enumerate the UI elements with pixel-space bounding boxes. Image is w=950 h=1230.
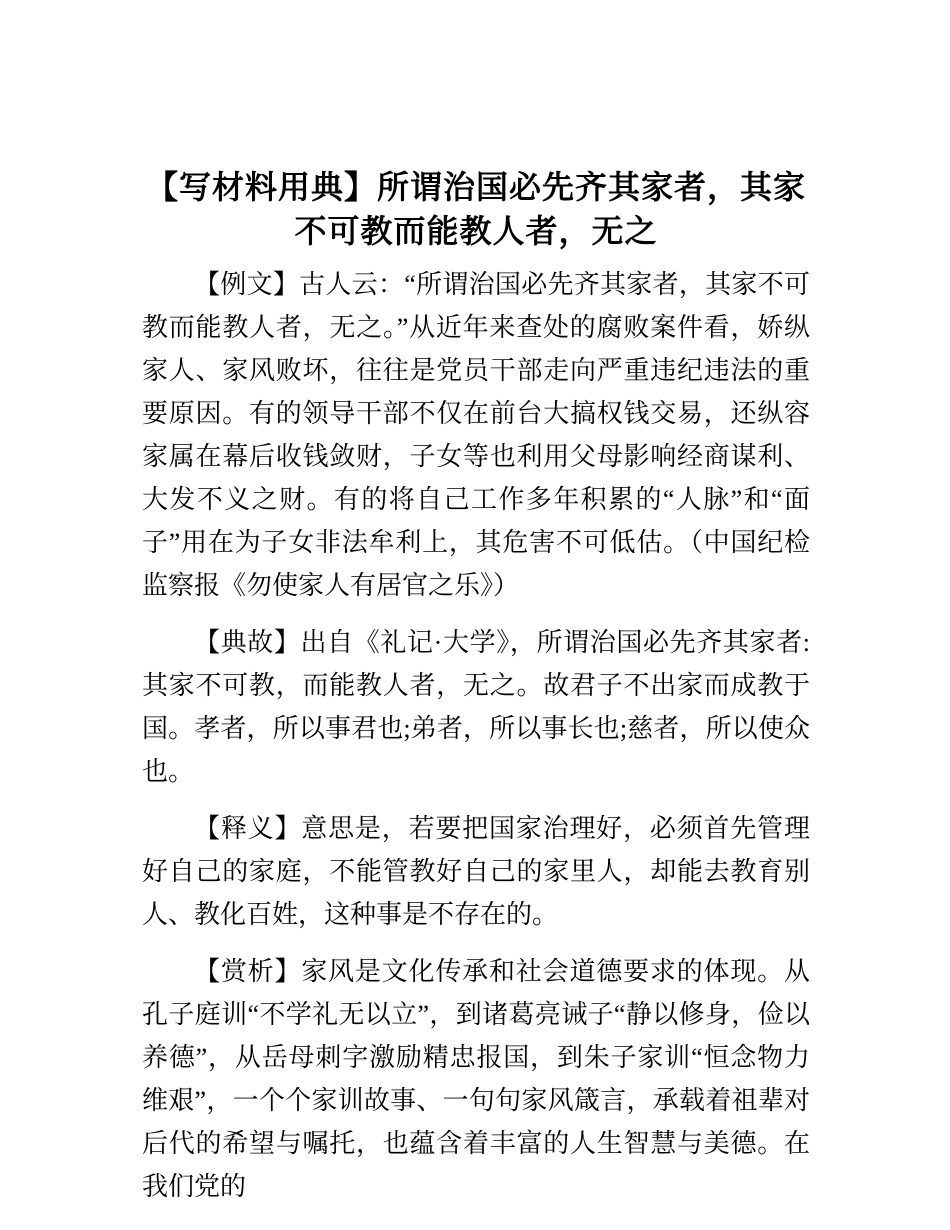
paragraph-appreciation: 【赏析】家风是文化传承和社会道德要求的体现。从孔子庭训“不学礼无以立”，到诸葛亮诫子“静以修身，俭以养德”，从岳母刺字激励精忠报国，到朱子家训“恒念物力维艰”，一个个家训故事、一句句家风箴言，承载着祖辈对后代的希望与嘱托，也蕴含着丰富的人生智慧与美德。在我们党的	[142, 957, 810, 1201]
paragraph-example-text: 【例文】古人云：“所谓治国必先齐其家者，其家不可教而能教人者，无之。”从近年来查处的腐败案件看，娇纵家人、家风败坏，往往是党员干部走向严重违纪违法的重要原因。有的领导干部不仅在前台大搞权钱交易，还纵容家属在幕后收钱敛财，子女等也利用父母影响经商谋利、大发不义之财。有的将自己工作多年积累的“人脉”和“面子”用在为子女非法牟利上，其危害不可低估。（中国纪检监察报《勿使家人有居官之乐》）	[142, 270, 810, 600]
document-title: 【写材料用典】所谓治国必先齐其家者，其家不可教而能教人者，无之	[145, 169, 806, 249]
paragraph-interpretation: 【释义】意思是，若要把国家治理好，必须首先管理好自己的家庭，不能管教好自己的家里人，却能去教育别人、教化百姓，这种事是不存在的。	[142, 814, 810, 929]
paragraph-allusion-source: 【典故】出自《礼记·大学》，所谓治国必先齐其家者:其家不可教，而能教人者，无之。故君子不出家而成教于国。孝者，所以事君也;弟者，所以事长也;慈者，所以使众也。	[142, 628, 810, 786]
